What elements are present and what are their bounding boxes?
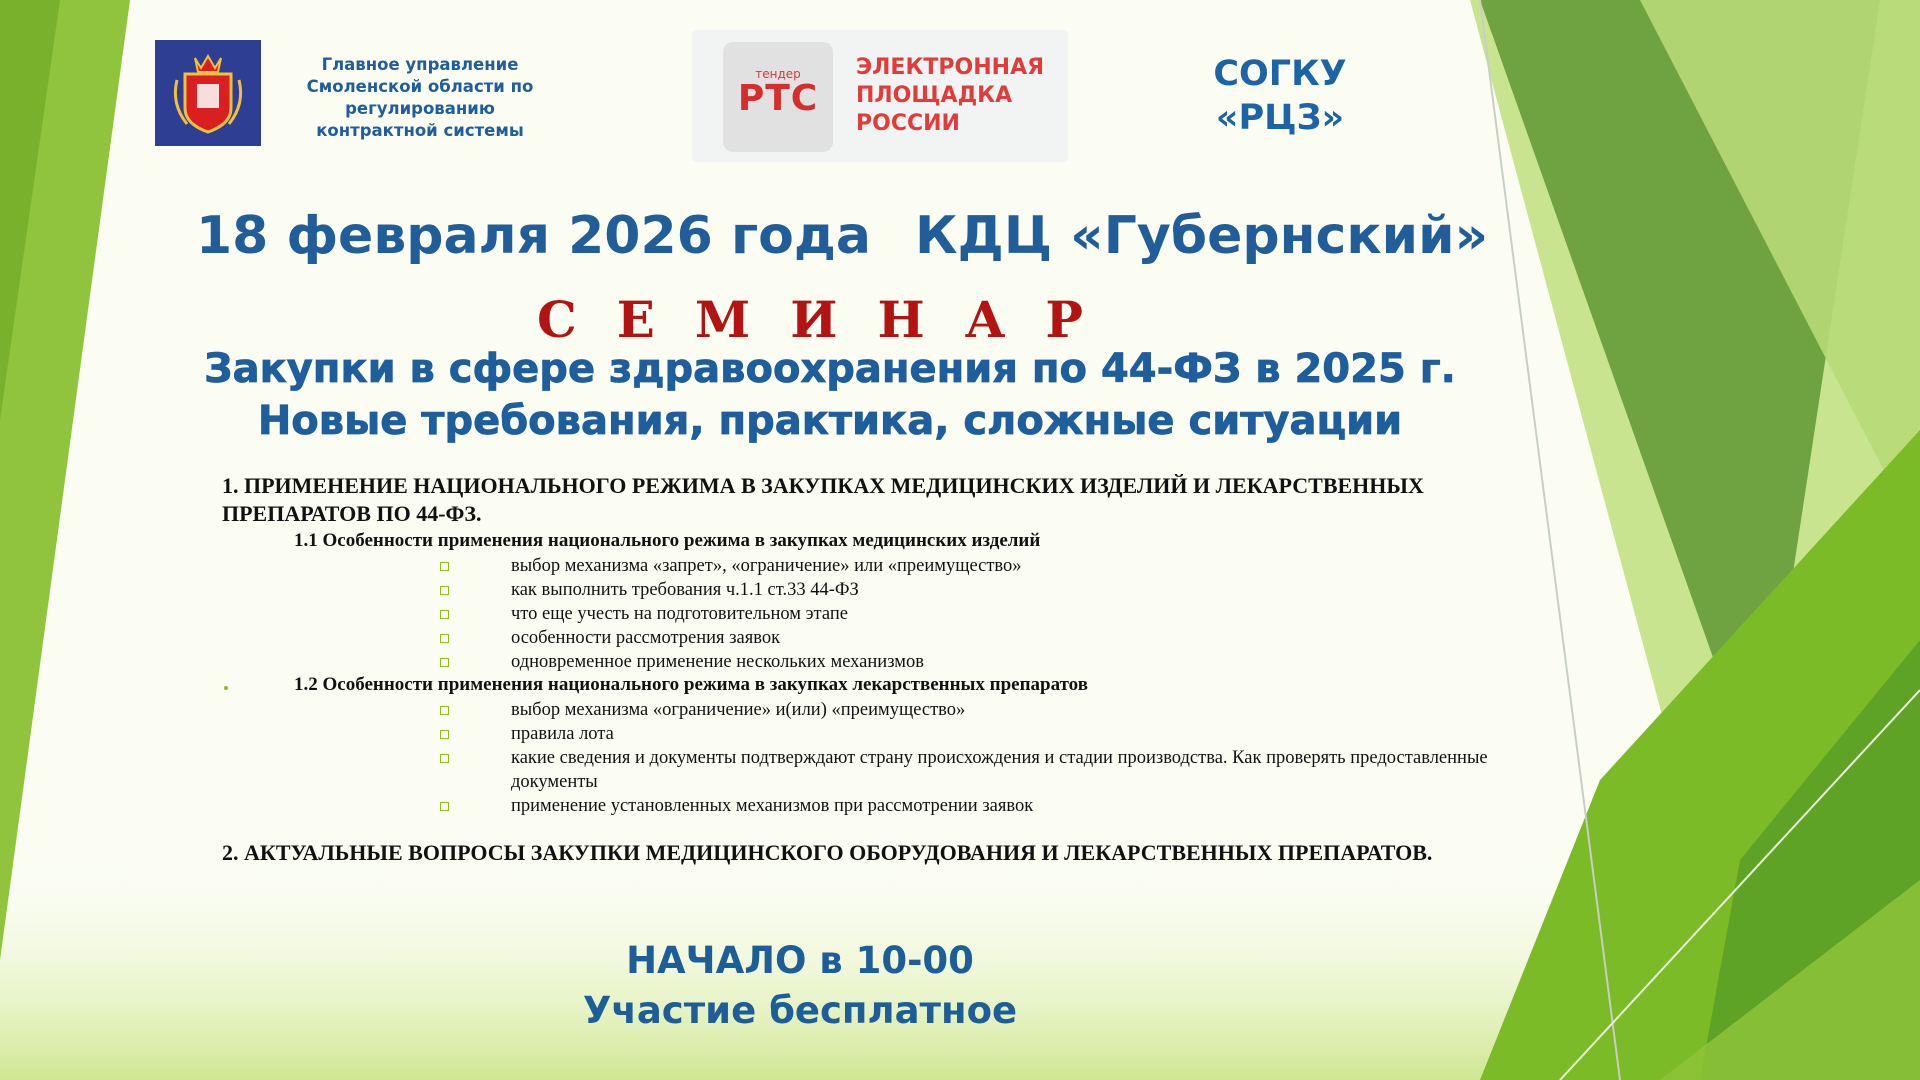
program-subsection-1-2: 1.2 Особенности применения национального режима в закупках лекарственных препаратов [294,674,1088,695]
list-item: правила лота [511,724,614,744]
seminar-topic-line1: Закупки в сфере здравоохранения по 44-ФЗ в 2025 г. [204,346,1456,392]
event-venue: КДЦ «Губернский» [915,206,1489,266]
start-info [560,936,1040,1036]
free-participation: Участие бесплатное [582,989,1018,1032]
list-item: выбор механизма «ограничение» и(или) «преимущество» [511,700,966,720]
dot-bullet-icon [224,686,228,690]
list-item: одновременное применение нескольких механизмов [511,652,924,672]
partner-org-line: «РЦЗ» [1215,98,1345,138]
rts-logo-name [856,54,1044,138]
checkbox-bullet-icon [440,730,449,739]
checkbox-bullet-icon [440,658,449,667]
checkbox-bullet-icon [440,610,449,619]
rts-logo-big: РТС [737,78,819,119]
rts-logo-small: тендер [755,67,801,81]
seminar-topic-line2: Новые требования, практика, сложные ситуации [257,398,1403,444]
checkbox-bullet-icon [440,706,449,715]
program-section-1: 1. ПРИМЕНЕНИЕ НАЦИОНАЛЬНОГО РЕЖИМА В ЗАКУПКАХ МЕДИЦИНСКИХ ИЗДЕЛИЙ И ЛЕКАРСТВЕННЫХ ПРЕПАРАТОВ ПО 44-ФЗ. [222,473,1424,526]
checkbox-bullet-icon [440,562,449,571]
organization-line: регулированию [345,99,495,118]
list-item: применение установленных механизмов при рассмотрении заявок [511,796,1034,816]
rts-name-line: ЭЛЕКТРОННАЯ [856,55,1045,80]
list-item: выбор механизма «запрет», «ограничение» или «преимущество» [511,556,1022,576]
organization-line: Смоленской области по [306,77,534,96]
event-date: 18 февраля 2026 года [196,206,871,266]
rts-name-line: РОССИИ [856,111,960,136]
list-item: особенности рассмотрения заявок [511,628,781,648]
list-item: как выполнить требования ч.1.1 ст.33 44-ФЗ [511,580,859,600]
rts-name-line: ПЛОЩАДКА [856,83,1013,108]
partner-org [1190,52,1370,140]
checkbox-bullet-icon [440,802,449,811]
checkbox-bullet-icon [440,586,449,595]
coat-of-arms-icon [155,40,261,146]
organization-name [305,54,535,142]
checkbox-bullet-icon [440,634,449,643]
program-subsection-1-1: 1.1 Особенности применения национального режима в закупках медицинских изделий [294,530,1041,551]
organization-line: контрактной системы [316,121,524,140]
partner-org-line: СОГКУ [1213,54,1347,94]
list-item: какие сведения и документы подтверждают страну происхождения и стадии производства. Как проверять предоставленные документы [511,748,1488,792]
seminar-label: СЕМИНАР [536,290,1124,349]
organization-line: Главное управление [321,55,519,74]
list-item: что еще учесть на подготовительном этапе [511,604,848,624]
program-section-2: 2. АКТУАЛЬНЫЕ ВОПРОСЫ ЗАКУПКИ МЕДИЦИНСКОГО ОБОРУДОВАНИЯ И ЛЕКАРСТВЕННЫХ ПРЕПАРАТОВ. [222,840,1433,865]
checkbox-bullet-icon [440,754,449,763]
start-time: НАЧАЛО в 10-00 [626,939,974,982]
